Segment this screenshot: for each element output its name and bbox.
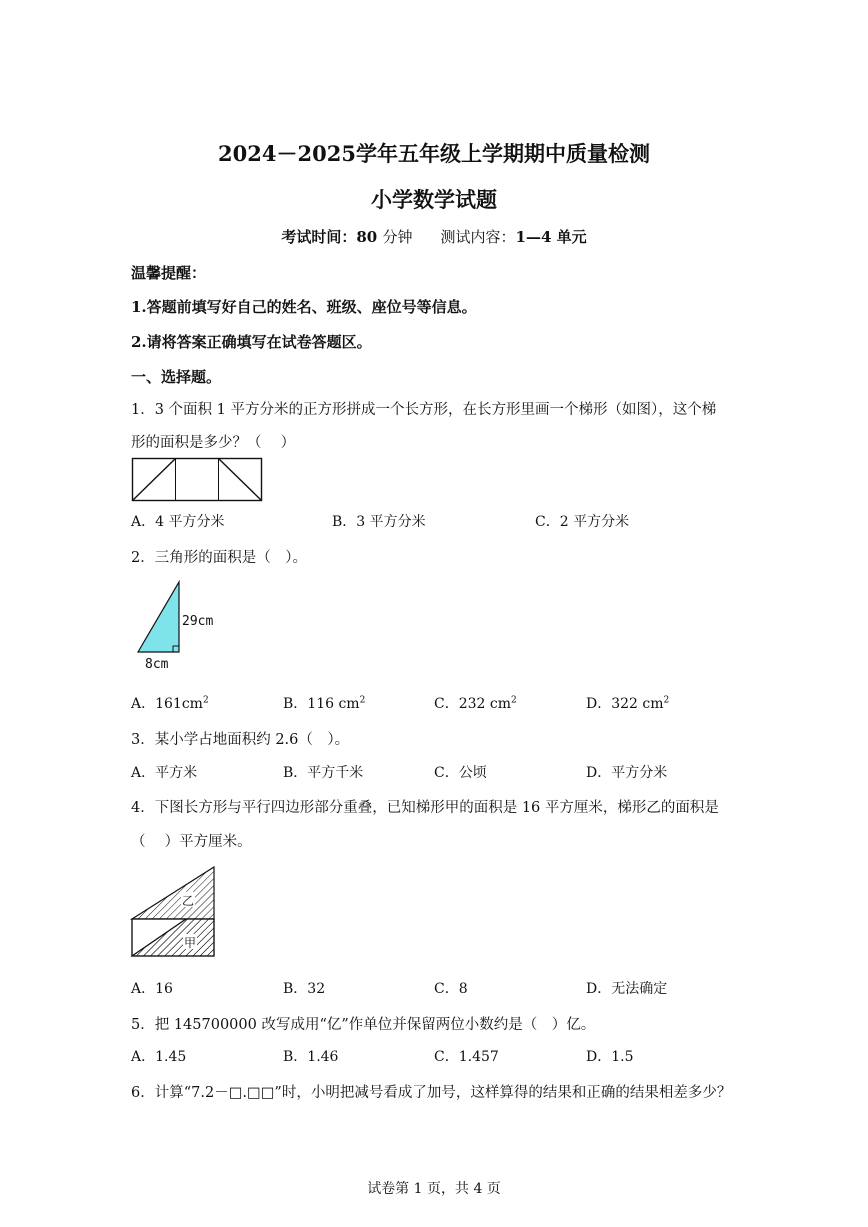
question-5-text: 5．把 145700000 改写成用“亿”作单位并保留两位小数约是（ ）亿。 bbox=[131, 1017, 596, 1033]
question-1-text: 1．3 个面积 1 平方分米的正方形拼成一个长方形，在长方形里画一个梯形（如图），这个梯 bbox=[131, 402, 717, 418]
option-c: C．2 平方分米 bbox=[535, 514, 630, 530]
content-value: 1—4 bbox=[515, 228, 552, 246]
overlap-figure bbox=[129, 864, 219, 960]
exam-subtitle: 小学数学试题 bbox=[371, 187, 497, 212]
option-d: D．1.5 bbox=[586, 1049, 634, 1065]
question-4-text: （ ）平方厘米。 bbox=[131, 834, 252, 850]
option-b: B．平方千米 bbox=[283, 765, 364, 781]
page-footer: 试卷第 1 页，共 4 页 bbox=[367, 1181, 501, 1197]
height-label: 29cm bbox=[182, 614, 214, 629]
option-d: D．322 $cm^2$ bbox=[586, 695, 670, 712]
exam-time-label: 考试时间： bbox=[281, 228, 357, 246]
question-1-text: 形的面积是多少？（ ） bbox=[131, 435, 296, 451]
option-b: B．32 bbox=[283, 981, 326, 997]
exam-title: 2024－2025学年五年级上学期期中质量检测 bbox=[218, 141, 650, 166]
content-unit: 单元 bbox=[556, 228, 587, 246]
trapezoid-figure bbox=[131, 457, 263, 503]
option-d: D．无法确定 bbox=[586, 981, 668, 997]
option-c: C．公顷 bbox=[434, 765, 487, 781]
base-label: 8cm bbox=[145, 657, 169, 672]
label-yi: 乙 bbox=[182, 894, 195, 908]
exam-time-unit: 分钟 bbox=[382, 228, 413, 246]
option-d: D．平方分米 bbox=[586, 765, 668, 781]
option-a: A．1.45 bbox=[131, 1049, 187, 1065]
option-a: A．16 bbox=[131, 981, 173, 997]
option-a: A．平方米 bbox=[131, 765, 198, 781]
reminder-item: 1.答题前填写好自己的姓名、班级、座位号等信息。 bbox=[131, 298, 477, 316]
right-triangle-figure bbox=[131, 576, 231, 672]
exam-time-value: 80 bbox=[356, 228, 378, 246]
question-4-text: 4．下图长方形与平行四边形部分重叠，已知梯形甲的面积是 16 平方厘米，梯形乙的面积是 bbox=[131, 800, 719, 816]
option-c: C．1.457 bbox=[434, 1049, 499, 1065]
reminder-item: 2.请将答案正确填写在试卷答题区。 bbox=[131, 333, 372, 351]
option-b: B．3 平方分米 bbox=[332, 514, 426, 530]
content-label: 测试内容： bbox=[440, 228, 516, 246]
question-3-text: 3．某小学占地面积约 2.6（ ）。 bbox=[131, 732, 350, 748]
option-a: A．4 平方分米 bbox=[131, 514, 225, 530]
label-jia: 甲 bbox=[184, 936, 197, 950]
option-b: B．1.46 bbox=[283, 1049, 339, 1065]
question-6-text: 6．计算“7.2－□.□□”时，小明把减号看成了加号，这样算得的结果和正确的结果相差多少？ bbox=[131, 1085, 732, 1101]
option-c: C．8 bbox=[434, 981, 468, 997]
reminder-heading: 温馨提醒： bbox=[131, 264, 207, 282]
section-title: 一、选择题。 bbox=[131, 368, 222, 386]
option-b: B．116 $cm^2$ bbox=[283, 695, 366, 712]
option-a: A．$161cm^2$ bbox=[131, 695, 209, 712]
option-c: C．232 $cm^2$ bbox=[434, 695, 517, 712]
exam-meta bbox=[0, 226, 868, 247]
question-2-text: 2．三角形的面积是（ ）。 bbox=[131, 550, 307, 566]
